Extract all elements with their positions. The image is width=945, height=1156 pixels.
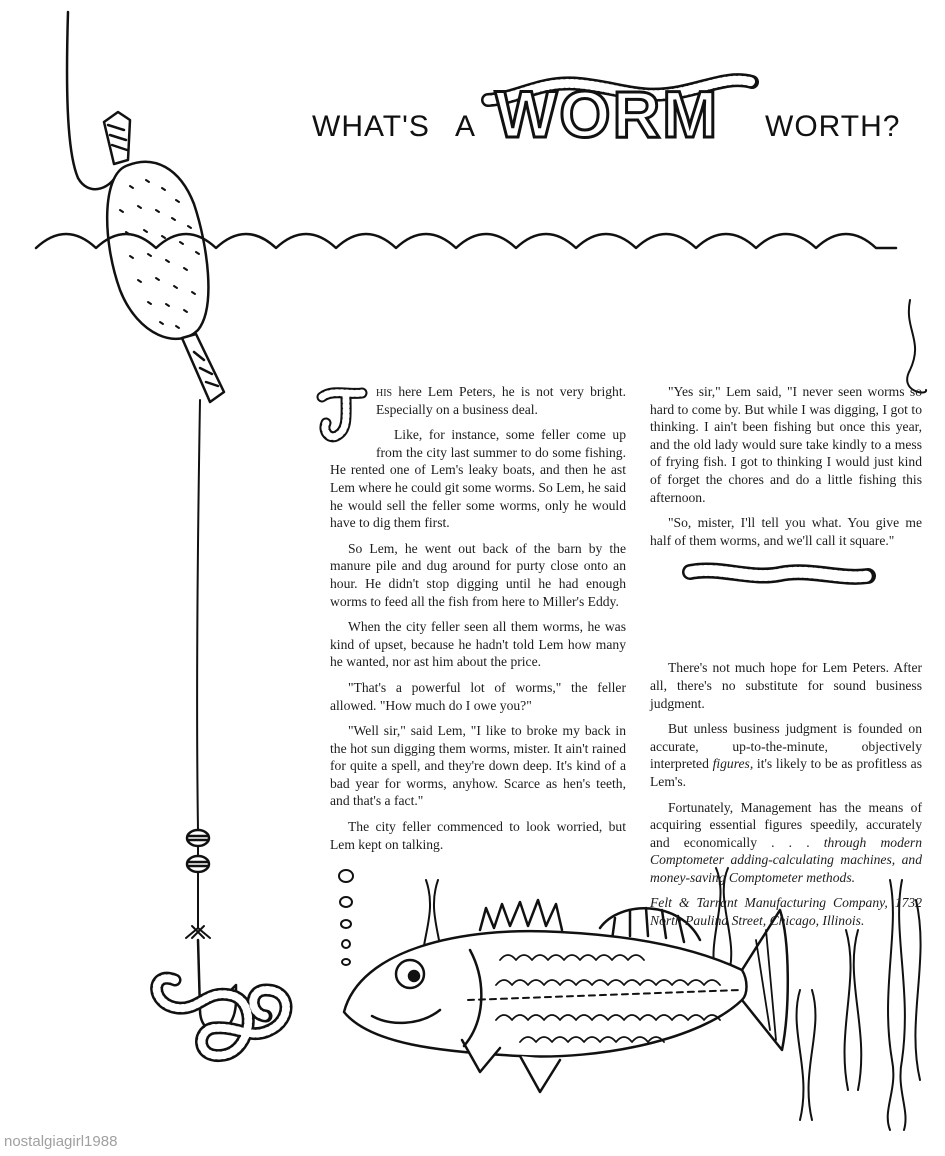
headline-worth: WORTH? xyxy=(765,110,901,143)
seaweed-strand-icon xyxy=(907,300,926,393)
dropcap-letter: T xyxy=(346,425,347,426)
pitch-p3-em: through modern Comptometer adding-calculating machines, and money-saving Comptometer methods. xyxy=(650,834,922,885)
pitch-p3-a: Fortunately, Management has the means of acquiring essential figures speedily, accurately and economically . . . xyxy=(650,799,922,850)
bead-weights-icon xyxy=(187,830,209,928)
story-p1-rest: here Lem Peters, he is not very bright. Especially on a business deal. xyxy=(376,384,626,417)
story-paragraph-9: "So, mister, I'll tell you what. You give me half of them worms, and we'll call it square." xyxy=(650,515,922,548)
story-paragraph-5: "That's a powerful lot of worms," the feller allowed. "How much do I owe you?" xyxy=(330,679,626,713)
pitch-p2-b: it's likely to be as profitless as Lem's. xyxy=(650,756,922,789)
story-paragraph-1 xyxy=(330,383,626,426)
story-paragraph-4: When the city feller seen all them worms, he was kind of upset, because he hadn't told Lem how many he wanted, nor ast him about the price. xyxy=(330,619,626,670)
story-paragraph-7: The city feller commenced to look worried, but Lem kept on talking. xyxy=(330,819,626,852)
fishing-line-icon xyxy=(67,12,116,189)
watermark: nostalgiagirl1988 xyxy=(4,1133,118,1150)
headline-whats: WHAT'S xyxy=(312,110,430,143)
hook-with-worm-icon xyxy=(157,926,286,1056)
cork-float-icon xyxy=(104,112,224,402)
story-column-left xyxy=(330,383,626,861)
company-signature: Felt & Tarrant Manufacturing Company, 1732 North Paulina Street, Chicago, Illinois. xyxy=(650,895,922,929)
story-paragraph-3: So Lem, he went out back of the barn by the manure pile and dug around for purty close onto an hour. He didn't stop digging until he had enough worms to feed all the fish from here to Miller's Eddy. xyxy=(330,540,626,609)
story-paragraph-6: "Well sir," said Lem, "I like to broke my back in the hot sun digging them worms, mister. It ain't rained for quite a spell, and they're down deep. It's kind of a bad year for worms, anyhow. Scarce as hen's teeth, and that's a fact." xyxy=(330,723,626,809)
pitch-p2-a: But unless business judgment is founded on accurate, up-to-the-minute, objectively interpreted xyxy=(650,721,922,772)
pitch-paragraph-1: There's not much hope for Lem Peters. After all, there's no substitute for sound business judgment. xyxy=(650,660,922,711)
headline-worm: WORM xyxy=(495,77,720,151)
story-column-right xyxy=(650,383,922,938)
dropcap-worm-icon xyxy=(316,385,370,445)
story-paragraph-2: Like, for instance, some feller come up from the city last summer to do some fishing. He rented one of Lem's leaky boats, and then he ast Lem where he could git some worms. So Lem, he said he would sell the feller some worms, only he would have to dig them first. xyxy=(330,427,626,531)
bubbles-icon xyxy=(339,870,353,965)
headline xyxy=(300,72,940,162)
headline-a: A xyxy=(455,110,477,143)
pitch-paragraph-2 xyxy=(650,720,922,790)
pitch-paragraph-3 xyxy=(650,799,922,887)
pitch-p2-em: figures, xyxy=(712,756,754,772)
story-lead-caps: his xyxy=(376,384,393,399)
story-paragraph-8: "Yes sir," Lem said, "I never seen worms so hard to come by. But while I was digging, I got to thinking. I ain't been fishing but once this year, and the old lady would sure take kindly to a mess of frying fish. I got to thinking I would just kind of forget the chores and do a little fishing this afternoon. xyxy=(650,384,922,505)
